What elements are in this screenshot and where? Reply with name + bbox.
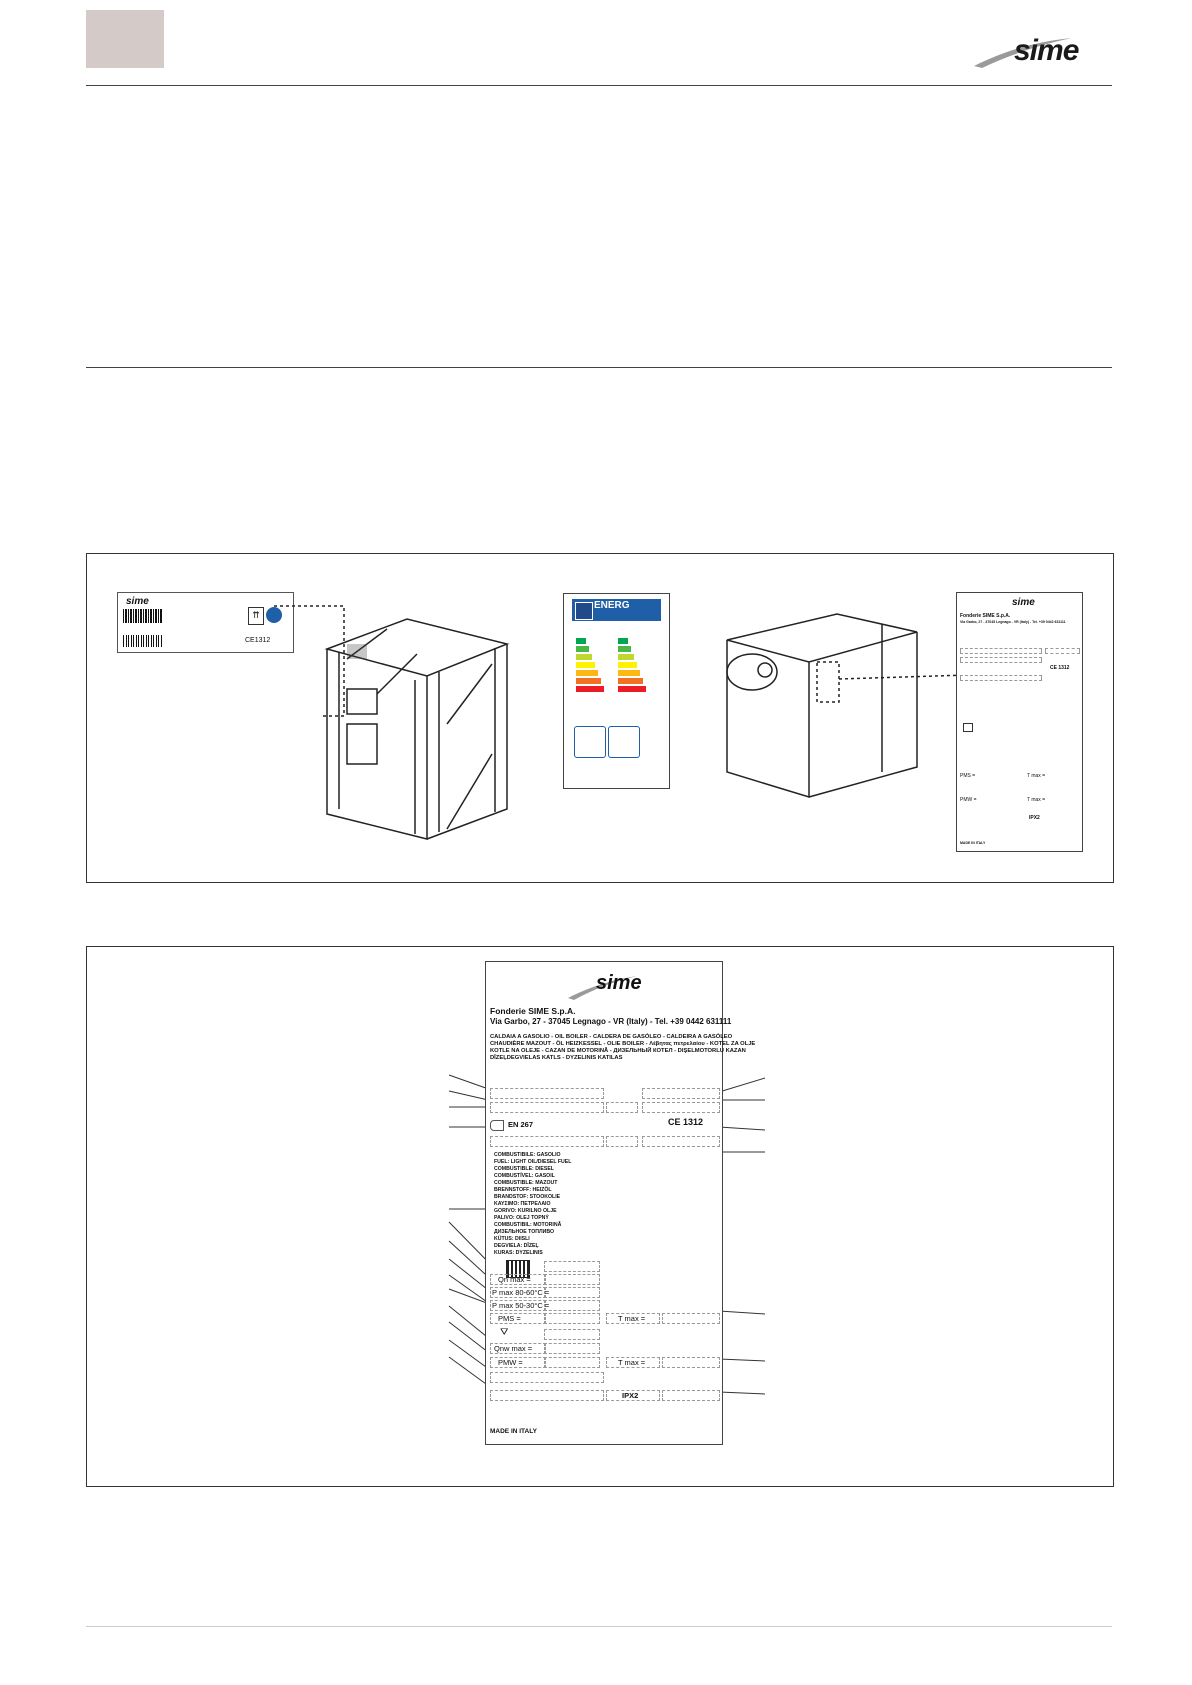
packaging-label-ce: CE1312 (245, 637, 271, 644)
label-p-max-5030: P max 50-30°C = (492, 1301, 550, 1310)
logo-text: sime (1014, 34, 1079, 67)
field-electrical (490, 1372, 604, 1383)
type-line: CALDAIA A GASOLIO - OIL BOILER - CALDERA DE GASÓLEO - CALDEIRA A GASÓLEO (490, 1034, 733, 1040)
data-plate-small-ipx: IPX2 (1029, 815, 1040, 821)
data-plate-small-brand: sime (1012, 597, 1035, 608)
data-plate-small-pms: PMS = (960, 773, 976, 779)
radiator-icon (963, 723, 973, 732)
data-plate-brand: sime (596, 972, 642, 994)
data-plate-address: Via Garbo, 27 - 37045 Legnago - VR (Italy) - Tel. +39 0442 631111 (490, 1017, 732, 1026)
energy-info-box (608, 726, 640, 758)
fuel-line: BRANDSTOF: STOOKOLIE (494, 1194, 561, 1200)
label-pmw: PMW = (498, 1358, 523, 1367)
data-plate-company: Fonderie SIME S.p.A. (490, 1006, 576, 1016)
barcode-icon (123, 609, 163, 623)
fuel-line: BRENNSTOFF: HEIZÖL (494, 1187, 552, 1193)
data-plate-small-tmax: T max = (1027, 773, 1046, 779)
fuel-line: COMBUSTIBLE: MAZOUT (494, 1180, 558, 1186)
field-pms-value (544, 1313, 600, 1324)
field-pin (642, 1102, 720, 1113)
data-plate-ce: CE 1312 (668, 1117, 704, 1127)
tap-icon: ⛛ (500, 1327, 509, 1338)
eu-flag-icon (575, 602, 593, 620)
energy-info-box (574, 726, 606, 758)
label-tmax-heat: T max = (618, 1314, 646, 1323)
packaging-label (117, 592, 294, 653)
data-plate-en: EN 267 (508, 1120, 534, 1129)
figure-packaging (86, 553, 1114, 883)
field-nox (606, 1136, 638, 1147)
leader-dotted (272, 606, 382, 806)
field-tmax-heat-value (662, 1313, 720, 1324)
figure-data-plate (86, 946, 1114, 1487)
field-p8060-value (544, 1287, 600, 1298)
field-power (490, 1390, 604, 1401)
field-type (642, 1136, 720, 1147)
label-p-max-8060: P max 80-60°C = (492, 1288, 550, 1297)
field-class (490, 1136, 604, 1147)
this-side-up-icon: ⇈ (248, 607, 264, 625)
field-pmw-value (544, 1357, 600, 1368)
field-blank (544, 1329, 600, 1340)
fuel-line: ДИЗЕЛЬНОЕ ТОПЛИВО (494, 1229, 555, 1235)
energy-scale-heating (576, 638, 604, 692)
header-color-tab (86, 10, 164, 68)
field-blank (544, 1261, 600, 1272)
fuel-line: PALIVO: OLEJ TOPNÝ (494, 1215, 549, 1221)
energy-label-header (572, 599, 661, 621)
field-serial (642, 1088, 720, 1099)
fuel-line: COMBUSTÍVEL: GASOIL (494, 1173, 555, 1179)
data-plate-small-made: MADE IN ITALY (960, 841, 986, 845)
fuel-line: GORIVO: KURILNO OLJE (494, 1208, 557, 1214)
fuel-line: DEGVIELA: DĪZEĻ (494, 1243, 539, 1249)
field-year (606, 1102, 638, 1113)
field-ipx-value (662, 1390, 720, 1401)
data-plate-small-tmax2: T max = (1027, 797, 1046, 803)
footer-rule (86, 1626, 1112, 1627)
data-plate-small-ce: CE 1312 (1050, 665, 1070, 671)
brand-logo (972, 30, 1112, 70)
field-qn-value (544, 1274, 600, 1285)
field-model (490, 1088, 604, 1099)
label-ipx: IPX2 (622, 1391, 639, 1400)
label-pms: PMS = (498, 1314, 521, 1323)
fuel-line: ΚΑΥΣΙΜΟ: ΠΕΤΡΕΛΑΙΟ (494, 1201, 551, 1207)
en-icon (490, 1120, 504, 1131)
energy-label-title: ENERG (594, 600, 630, 611)
packaging-label-brand: sime (126, 596, 149, 607)
data-plate-small-address: Via Garbo, 27 - 37045 Legnago - VR (Italy) - Tel. +39 0442 631111 (960, 620, 1066, 624)
fuel-line: FUEL: LIGHT OIL/DIESEL FUEL (494, 1159, 572, 1165)
data-plate-made-in: MADE IN ITALY (490, 1428, 537, 1435)
data-plate-fuel-list (494, 1152, 571, 1257)
type-line: KOTLE NA OLEJE - CAZAN DE MOTORINĂ - ДИЗЕЛЬНЫЙ КОТЕЛ - DIŞELMOTORLU KAZAN (490, 1048, 746, 1054)
leader-dotted (839, 669, 969, 689)
boiler-drawing (717, 592, 937, 802)
energy-scale-dhw (618, 638, 646, 692)
fuel-line: COMBUSTIBLE: DIESEL (494, 1166, 554, 1172)
fuel-line: KURAS: DYZELINIS (494, 1250, 543, 1256)
fuel-line: KÜTUS: DIISLI (494, 1236, 530, 1242)
fuel-line: COMBUSTIBILE: GASOLIO (494, 1152, 561, 1158)
data-plate (485, 961, 756, 1445)
label-qnw-max: Qnw max = (494, 1344, 533, 1353)
type-line: CHAUDIÈRE MAZOUT - ÖL HEIZKESSEL - OLIE BOILER - Λέβητας πετρελαίου - KOTEL ZA OLJE (490, 1041, 756, 1047)
section-rule (86, 367, 1112, 368)
field-p5030-value (544, 1300, 600, 1311)
label-tmax-dhw: T max = (618, 1358, 646, 1367)
field-code (490, 1102, 604, 1113)
header-rule (86, 85, 1112, 86)
label-qn-max: Qn max = (498, 1275, 531, 1284)
type-line: DĪZEĻDEGVIELAS KATLS - DYZELINIS KATILAS (490, 1055, 623, 1061)
field-qnw-value (544, 1343, 600, 1354)
fuel-line: COMBUSTIBIL: MOTORINĂ (494, 1222, 562, 1228)
energy-label (563, 593, 670, 789)
data-plate-small-pmw: PMW = (960, 797, 977, 803)
data-plate-type-lines (490, 1034, 755, 1062)
data-plate-small (956, 592, 1083, 852)
data-plate-logo (566, 970, 676, 1000)
field-tmax-dhw-value (662, 1357, 720, 1368)
barcode-icon (123, 635, 163, 647)
data-plate-small-company: Fonderie SIME S.p.A. (960, 613, 1011, 619)
